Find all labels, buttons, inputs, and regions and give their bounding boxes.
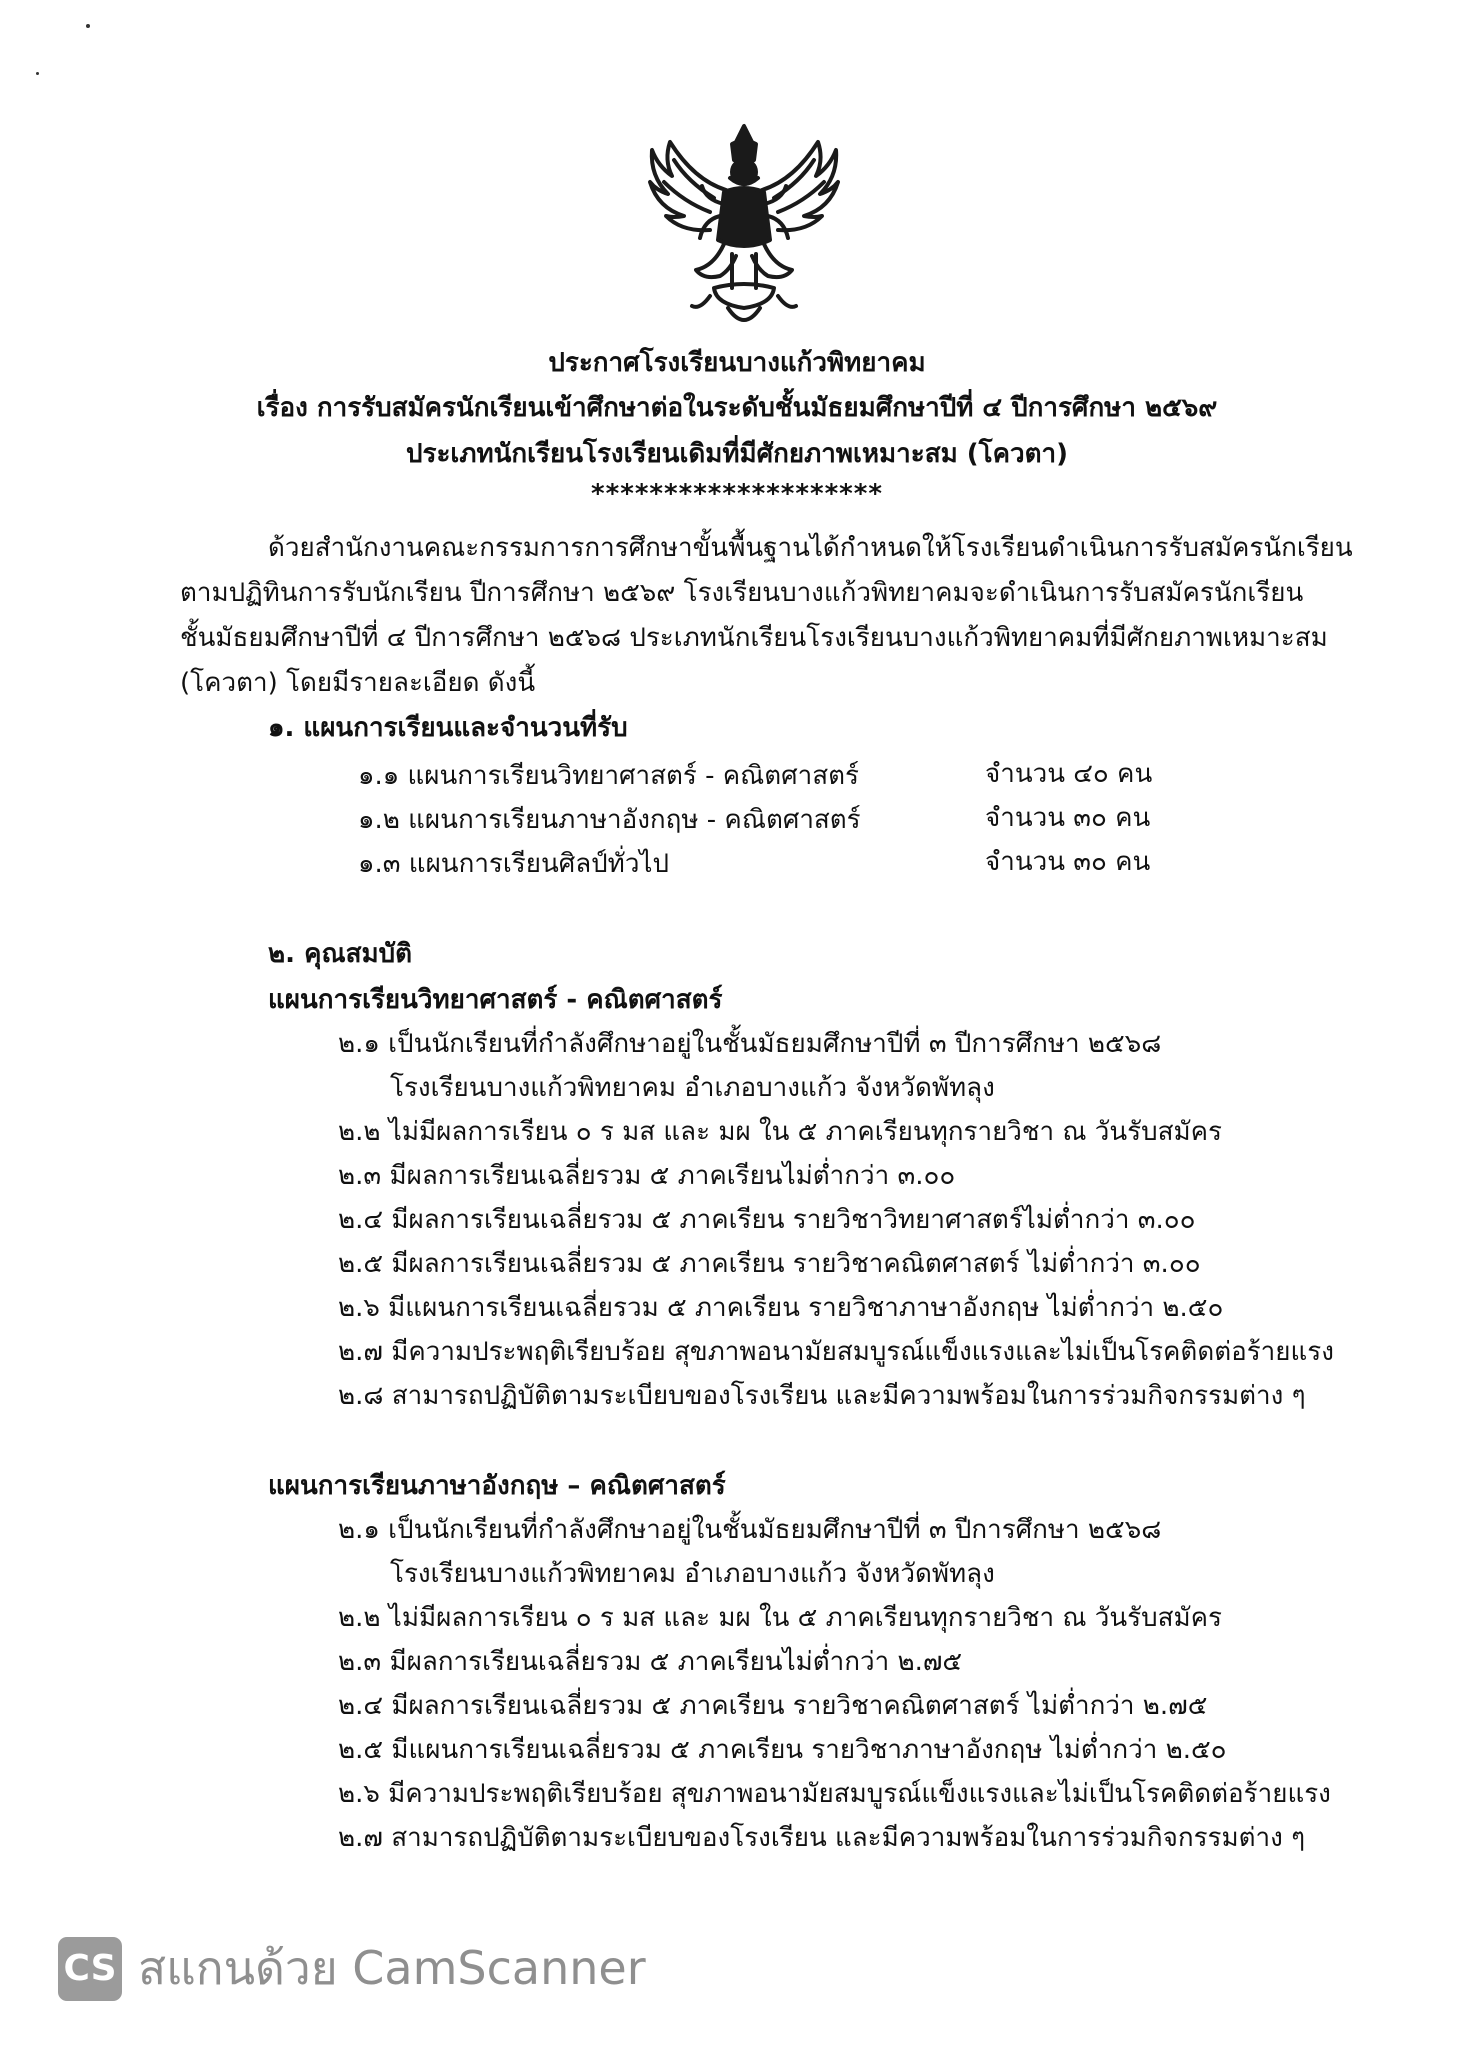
scan-speck xyxy=(86,24,90,28)
qualification-item: ๒.๕ มีผลการเรียนเฉลี่ยรวม ๕ ภาคเรียน รายวิชาคณิตศาสตร์ ไม่ต่ำกว่า ๓.๐๐ xyxy=(338,1249,1201,1279)
qualification-item: ๒.๖ มีแผนการเรียนเฉลี่ยรวม ๕ ภาคเรียน รายวิชาภาษาอังกฤษ ไม่ต่ำกว่า ๒.๕๐ xyxy=(338,1293,1224,1323)
camscanner-watermark xyxy=(58,1932,646,2005)
announcement-subject: เรื่อง การรับสมัครนักเรียนเข้าศึกษาต่อในระดับชั้นมัธยมศึกษาปีที่ ๔ ปีการศึกษา ๒๕๖๙ xyxy=(256,393,1218,423)
plan-label: ๑.๓ แผนการเรียนศิลป์ทั่วไป xyxy=(358,849,669,879)
qualification-item: ๒.๗ มีความประพฤติเรียบร้อย สุขภาพอนามัยสมบูรณ์แข็งแรงและไม่เป็นโรคติดต่อร้ายแรง xyxy=(338,1337,1334,1367)
science-plan-heading: แผนการเรียนวิทยาศาสตร์ - คณิตศาสตร์ xyxy=(268,985,723,1015)
announcement-type: ประเภทนักเรียนโรงเรียนเดิมที่มีศักยภาพเหมาะสม (โควตา) xyxy=(406,439,1068,469)
qualification-item: ๒.๓ มีผลการเรียนเฉลี่ยรวม ๕ ภาคเรียนไม่ต่ำกว่า ๒.๗๕ xyxy=(338,1647,963,1677)
qualification-item: ๒.๗ สามารถปฏิบัติตามระเบียบของโรงเรียน และมีความพร้อมในการร่วมกิจกรรมต่าง ๆ xyxy=(338,1823,1306,1853)
qualification-item: ๒.๔ มีผลการเรียนเฉลี่ยรวม ๕ ภาคเรียน รายวิชาวิทยาศาสตร์ไม่ต่ำกว่า ๓.๐๐ xyxy=(338,1205,1196,1235)
plan-count: จำนวน ๔๐ คน xyxy=(985,759,1153,789)
watermark-text: สแกนด้วย CamScanner xyxy=(138,1941,646,1995)
plan-count: จำนวน ๓๐ คน xyxy=(985,847,1151,877)
header-separator: ******************** xyxy=(591,479,883,509)
intro-line: ตามปฏิทินการรับนักเรียน ปีการศึกษา ๒๕๖๙ โรงเรียนบางแก้วพิทยาคมจะดำเนินการรับสมัครนักเรียน xyxy=(180,578,1304,608)
qualification-item: ๒.๘ สามารถปฏิบัติตามระเบียบของโรงเรียน และมีความพร้อมในการร่วมกิจกรรมต่าง ๆ xyxy=(338,1381,1306,1411)
intro-line: ชั้นมัธยมศึกษาปีที่ ๔ ปีการศึกษา ๒๕๖๘ ประเภทนักเรียนโรงเรียนบางแก้วพิทยาคมที่มีศักยภาพเหมาะสม xyxy=(180,623,1328,653)
qualification-item: ๒.๖ มีความประพฤติเรียบร้อย สุขภาพอนามัยสมบูรณ์แข็งแรงและไม่เป็นโรคติดต่อร้ายแรง xyxy=(338,1779,1331,1809)
plan-count: จำนวน ๓๐ คน xyxy=(985,803,1151,833)
intro-line: (โควตา) โดยมีรายละเอียด ดังนี้ xyxy=(180,668,536,698)
scan-speck xyxy=(36,72,39,75)
announcement-title: ประกาศโรงเรียนบางแก้วพิทยาคม xyxy=(548,348,926,378)
section1-heading: ๑. แผนการเรียนและจำนวนที่รับ xyxy=(268,713,628,743)
garuda-emblem-icon xyxy=(644,120,844,335)
plan-label: ๑.๑ แผนการเรียนวิทยาศาสตร์ - คณิตศาสตร์ xyxy=(358,761,859,791)
qualification-item: โรงเรียนบางแก้วพิทยาคม อำเภอบางแก้ว จังหวัดพัทลุง xyxy=(390,1559,995,1589)
qualification-item: ๒.๓ มีผลการเรียนเฉลี่ยรวม ๕ ภาคเรียนไม่ต่ำกว่า ๓.๐๐ xyxy=(338,1161,956,1191)
section2-heading: ๒. คุณสมบัติ xyxy=(268,939,412,969)
qualification-item: ๒.๒ ไม่มีผลการเรียน ๐ ร มส และ มผ ใน ๕ ภาคเรียนทุกรายวิชา ณ วันรับสมัคร xyxy=(338,1117,1222,1147)
qualification-item: ๒.๑ เป็นนักเรียนที่กำลังศึกษาอยู่ในชั้นมัธยมศึกษาปีที่ ๓ ปีการศึกษา ๒๕๖๘ xyxy=(338,1029,1162,1059)
camscanner-logo-icon: CS xyxy=(58,1937,122,2001)
intro-line: ด้วยสำนักงานคณะกรรมการการศึกษาขั้นพื้นฐานได้กำหนดให้โรงเรียนดำเนินการรับสมัครนักเรียน xyxy=(268,533,1353,563)
qualification-item: ๒.๑ เป็นนักเรียนที่กำลังศึกษาอยู่ในชั้นมัธยมศึกษาปีที่ ๓ ปีการศึกษา ๒๕๖๘ xyxy=(338,1515,1162,1545)
qualification-item: ๒.๕ มีแผนการเรียนเฉลี่ยรวม ๕ ภาคเรียน รายวิชาภาษาอังกฤษ ไม่ต่ำกว่า ๒.๕๐ xyxy=(338,1735,1227,1765)
plan-label: ๑.๒ แผนการเรียนภาษาอังกฤษ - คณิตศาสตร์ xyxy=(358,805,861,835)
english-plan-heading: แผนการเรียนภาษาอังกฤษ – คณิตศาสตร์ xyxy=(268,1471,726,1501)
qualification-item: โรงเรียนบางแก้วพิทยาคม อำเภอบางแก้ว จังหวัดพัทลุง xyxy=(390,1073,995,1103)
qualification-item: ๒.๒ ไม่มีผลการเรียน ๐ ร มส และ มผ ใน ๕ ภาคเรียนทุกรายวิชา ณ วันรับสมัคร xyxy=(338,1603,1222,1633)
qualification-item: ๒.๔ มีผลการเรียนเฉลี่ยรวม ๕ ภาคเรียน รายวิชาคณิตศาสตร์ ไม่ต่ำกว่า ๒.๗๕ xyxy=(338,1691,1208,1721)
